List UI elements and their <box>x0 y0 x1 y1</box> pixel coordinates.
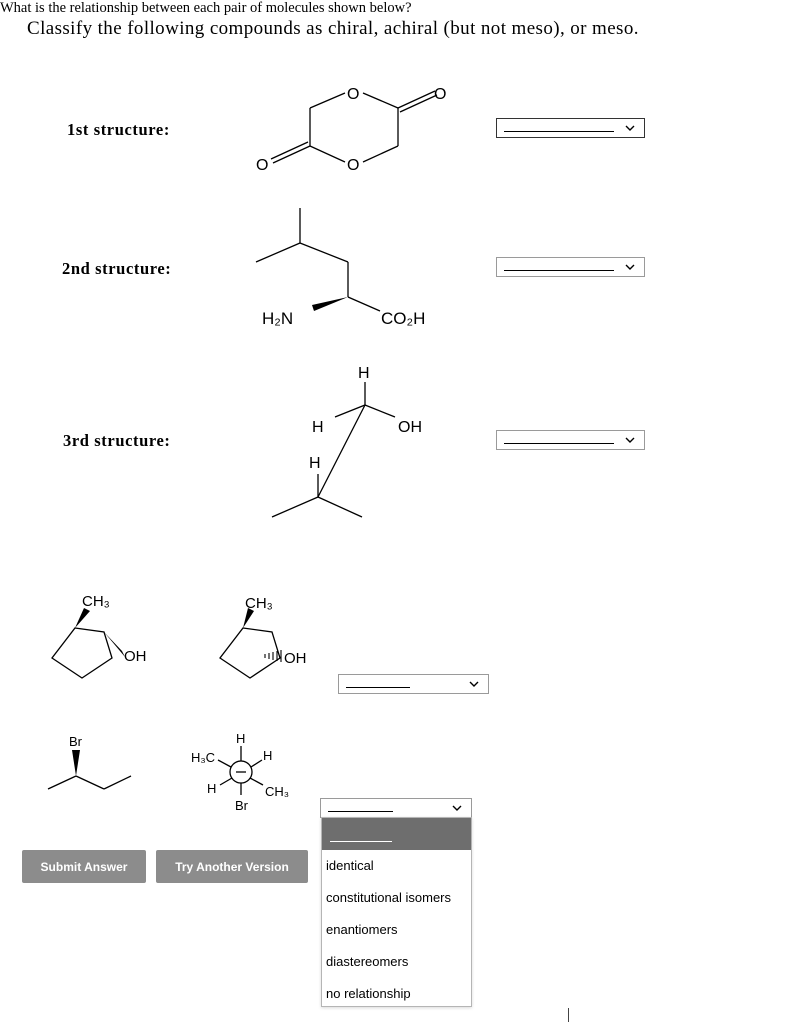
try-another-version-button[interactable]: Try Another Version <box>156 850 308 883</box>
atom-h-left: H <box>312 419 324 436</box>
dropdown-option-identical[interactable]: identical <box>326 858 374 873</box>
select-blank <box>328 811 393 812</box>
dropdown-option-constitutional-isomers[interactable]: constitutional isomers <box>326 890 451 905</box>
structure-3-select[interactable] <box>496 430 645 450</box>
structure-2-label: 2nd structure: <box>62 259 172 278</box>
pair1-left-oh: OH <box>124 648 147 665</box>
pair-1-drawing <box>40 585 330 690</box>
newman-back-h-left: H <box>207 781 217 796</box>
atom-co2h: CO₂H <box>381 309 426 328</box>
dropdown-option-no-relationship[interactable]: no relationship <box>326 986 411 1001</box>
chevron-down-icon <box>624 122 636 134</box>
pair-2-drawing <box>40 730 300 815</box>
wedge-bond <box>75 608 90 628</box>
wedge-bond <box>312 297 348 311</box>
dropdown-option-blank[interactable] <box>322 818 471 850</box>
newman-h3c: H₃C <box>191 750 216 765</box>
select-blank <box>346 687 410 688</box>
select-blank <box>504 131 614 132</box>
structure-3-label: 3rd structure: <box>63 431 171 450</box>
newman-br: Br <box>235 798 248 813</box>
chevron-down-icon <box>468 678 480 690</box>
newman-ch3: CH₃ <box>265 784 290 799</box>
atom-oh: OH <box>398 419 422 436</box>
newman-back-h-right: H <box>263 748 273 763</box>
atom-h-lower: H <box>309 455 321 472</box>
pair-1-select[interactable] <box>338 674 489 694</box>
pair1-right-oh: OH <box>284 650 307 667</box>
dropdown-option-enantiomers[interactable]: enantiomers <box>326 922 398 937</box>
pair1-right-ch3: CH₃ <box>245 595 273 612</box>
submit-answer-button[interactable]: Submit Answer <box>22 850 146 883</box>
atom-o-carbonyl-left: O <box>256 157 269 174</box>
structure-1-drawing <box>240 76 460 186</box>
structure-1-label: 1st structure: <box>67 120 170 139</box>
question-title: Classify the following compounds as chiral, achiral (but not meso), or meso. <box>27 18 639 39</box>
pair-2-dropdown-list <box>321 817 472 1007</box>
text-cursor <box>568 1008 569 1022</box>
chevron-down-icon <box>451 802 463 814</box>
pair2-left-br: Br <box>69 734 82 749</box>
chevron-down-icon <box>624 261 636 273</box>
pair1-left-ch3: CH₃ <box>82 593 110 610</box>
structure-1-select[interactable] <box>496 118 645 138</box>
newman-front-h: H <box>236 731 246 746</box>
atom-o-ring-top: O <box>347 86 360 103</box>
select-blank <box>504 270 614 271</box>
wedge-bond-br <box>72 750 80 776</box>
structure-3-drawing <box>265 355 445 525</box>
select-blank <box>330 841 392 842</box>
relationship-question: What is the relationship between each pair of molecules shown below? <box>0 0 412 16</box>
structure-2-drawing <box>250 205 470 330</box>
dropdown-option-diastereomers[interactable]: diastereomers <box>326 954 409 969</box>
atom-h-top: H <box>358 365 370 382</box>
chevron-down-icon <box>624 434 636 446</box>
atom-h2n: H₂N <box>262 309 294 328</box>
atom-o-carbonyl-right: O <box>434 86 447 103</box>
pair-2-select[interactable] <box>320 798 472 818</box>
wedge-bond-oh <box>104 632 125 657</box>
atom-o-ring-bottom: O <box>347 157 360 174</box>
structure-2-select[interactable] <box>496 257 645 277</box>
select-blank <box>504 443 614 444</box>
